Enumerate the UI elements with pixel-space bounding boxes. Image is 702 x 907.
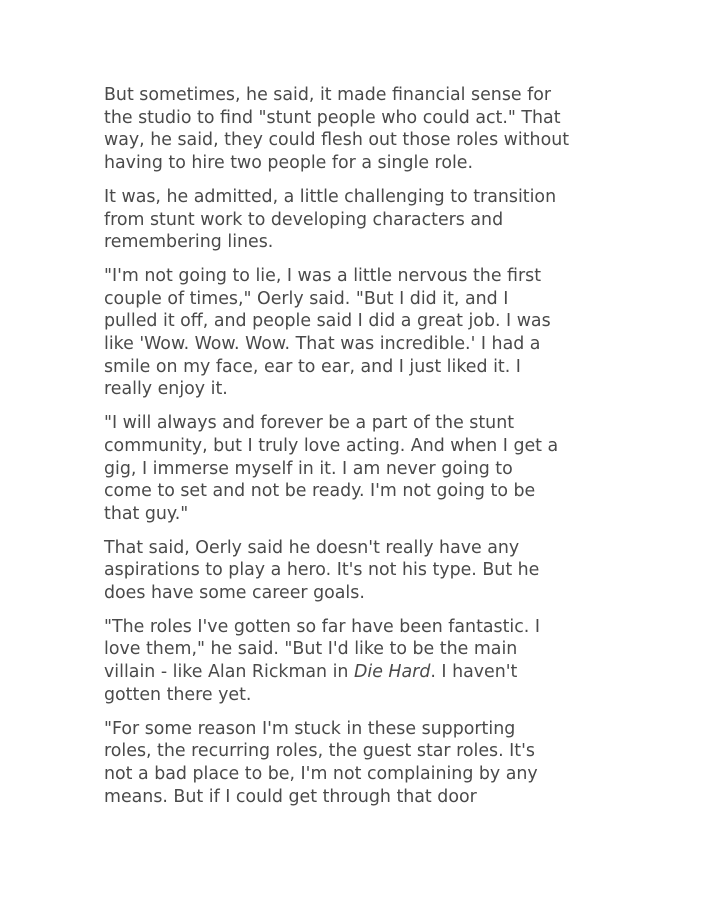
text-line: "For some reason I'm stuck in these supporting	[104, 718, 516, 739]
text-line: really enjoy it.	[104, 379, 228, 400]
text-line: aspirations to play a hero. It's not his type. But he	[104, 560, 540, 581]
paragraph-5	[104, 537, 604, 605]
paragraph-3	[104, 265, 604, 401]
text-line: roles, the recurring roles, the guest star roles. It's	[104, 741, 535, 762]
paragraph-6	[104, 616, 604, 707]
text-line: smile on my face, ear to ear, and I just liked it. I	[104, 356, 521, 377]
text-line: "I'm not going to lie, I was a little nervous the first	[104, 265, 542, 286]
text-line: That said, Oerly said he doesn't really have any	[104, 537, 520, 558]
text-line: way, he said, they could flesh out those roles without	[104, 130, 570, 151]
text-line: couple of times," Oerly said. "But I did it, and I	[104, 288, 509, 309]
paragraph-7	[104, 718, 604, 809]
text-segment: . I haven't	[430, 662, 518, 683]
text-line: having to hire two people for a single role.	[104, 153, 474, 174]
paragraph-2	[104, 186, 604, 254]
text-line: "I will always and forever be a part of the stunt	[104, 413, 515, 434]
text-line: that guy."	[104, 503, 189, 524]
text-line: not a bad place to be, I'm not complaining by any	[104, 763, 538, 784]
text-line: like 'Wow. Wow. Wow. That was incredible.' I had a	[104, 334, 541, 355]
text-line: from stunt work to developing characters and	[104, 209, 504, 230]
text-segment: villain - like Alan Rickman in	[104, 662, 354, 683]
text-line: It was, he admitted, a little challenging to transition	[104, 186, 557, 207]
text-line: the studio to find "stunt people who could act." That	[104, 107, 561, 128]
article-body	[104, 84, 604, 819]
text-line: gig, I immerse myself in it. I am never going to	[104, 458, 513, 479]
paragraph-1	[104, 84, 604, 175]
text-line: "The roles I've gotten so far have been fantastic. I	[104, 616, 540, 637]
text-line: does have some career goals.	[104, 583, 365, 604]
text-line: pulled it off, and people said I did a great job. I was	[104, 311, 551, 332]
text-line: come to set and not be ready. I'm not going to be	[104, 481, 536, 502]
text-line: gotten there yet.	[104, 684, 252, 705]
text-line: love them," he said. "But I'd like to be the main	[104, 639, 518, 660]
text-line: means. But if I could get through that door	[104, 786, 477, 807]
text-line: community, but I truly love acting. And when I get a	[104, 435, 559, 456]
paragraph-4	[104, 412, 604, 526]
text-line-with-title	[104, 661, 604, 684]
text-line: But sometimes, he said, it made financial sense for	[104, 85, 552, 105]
text-line: remembering lines.	[104, 232, 274, 253]
film-title: Die Hard	[353, 662, 431, 683]
